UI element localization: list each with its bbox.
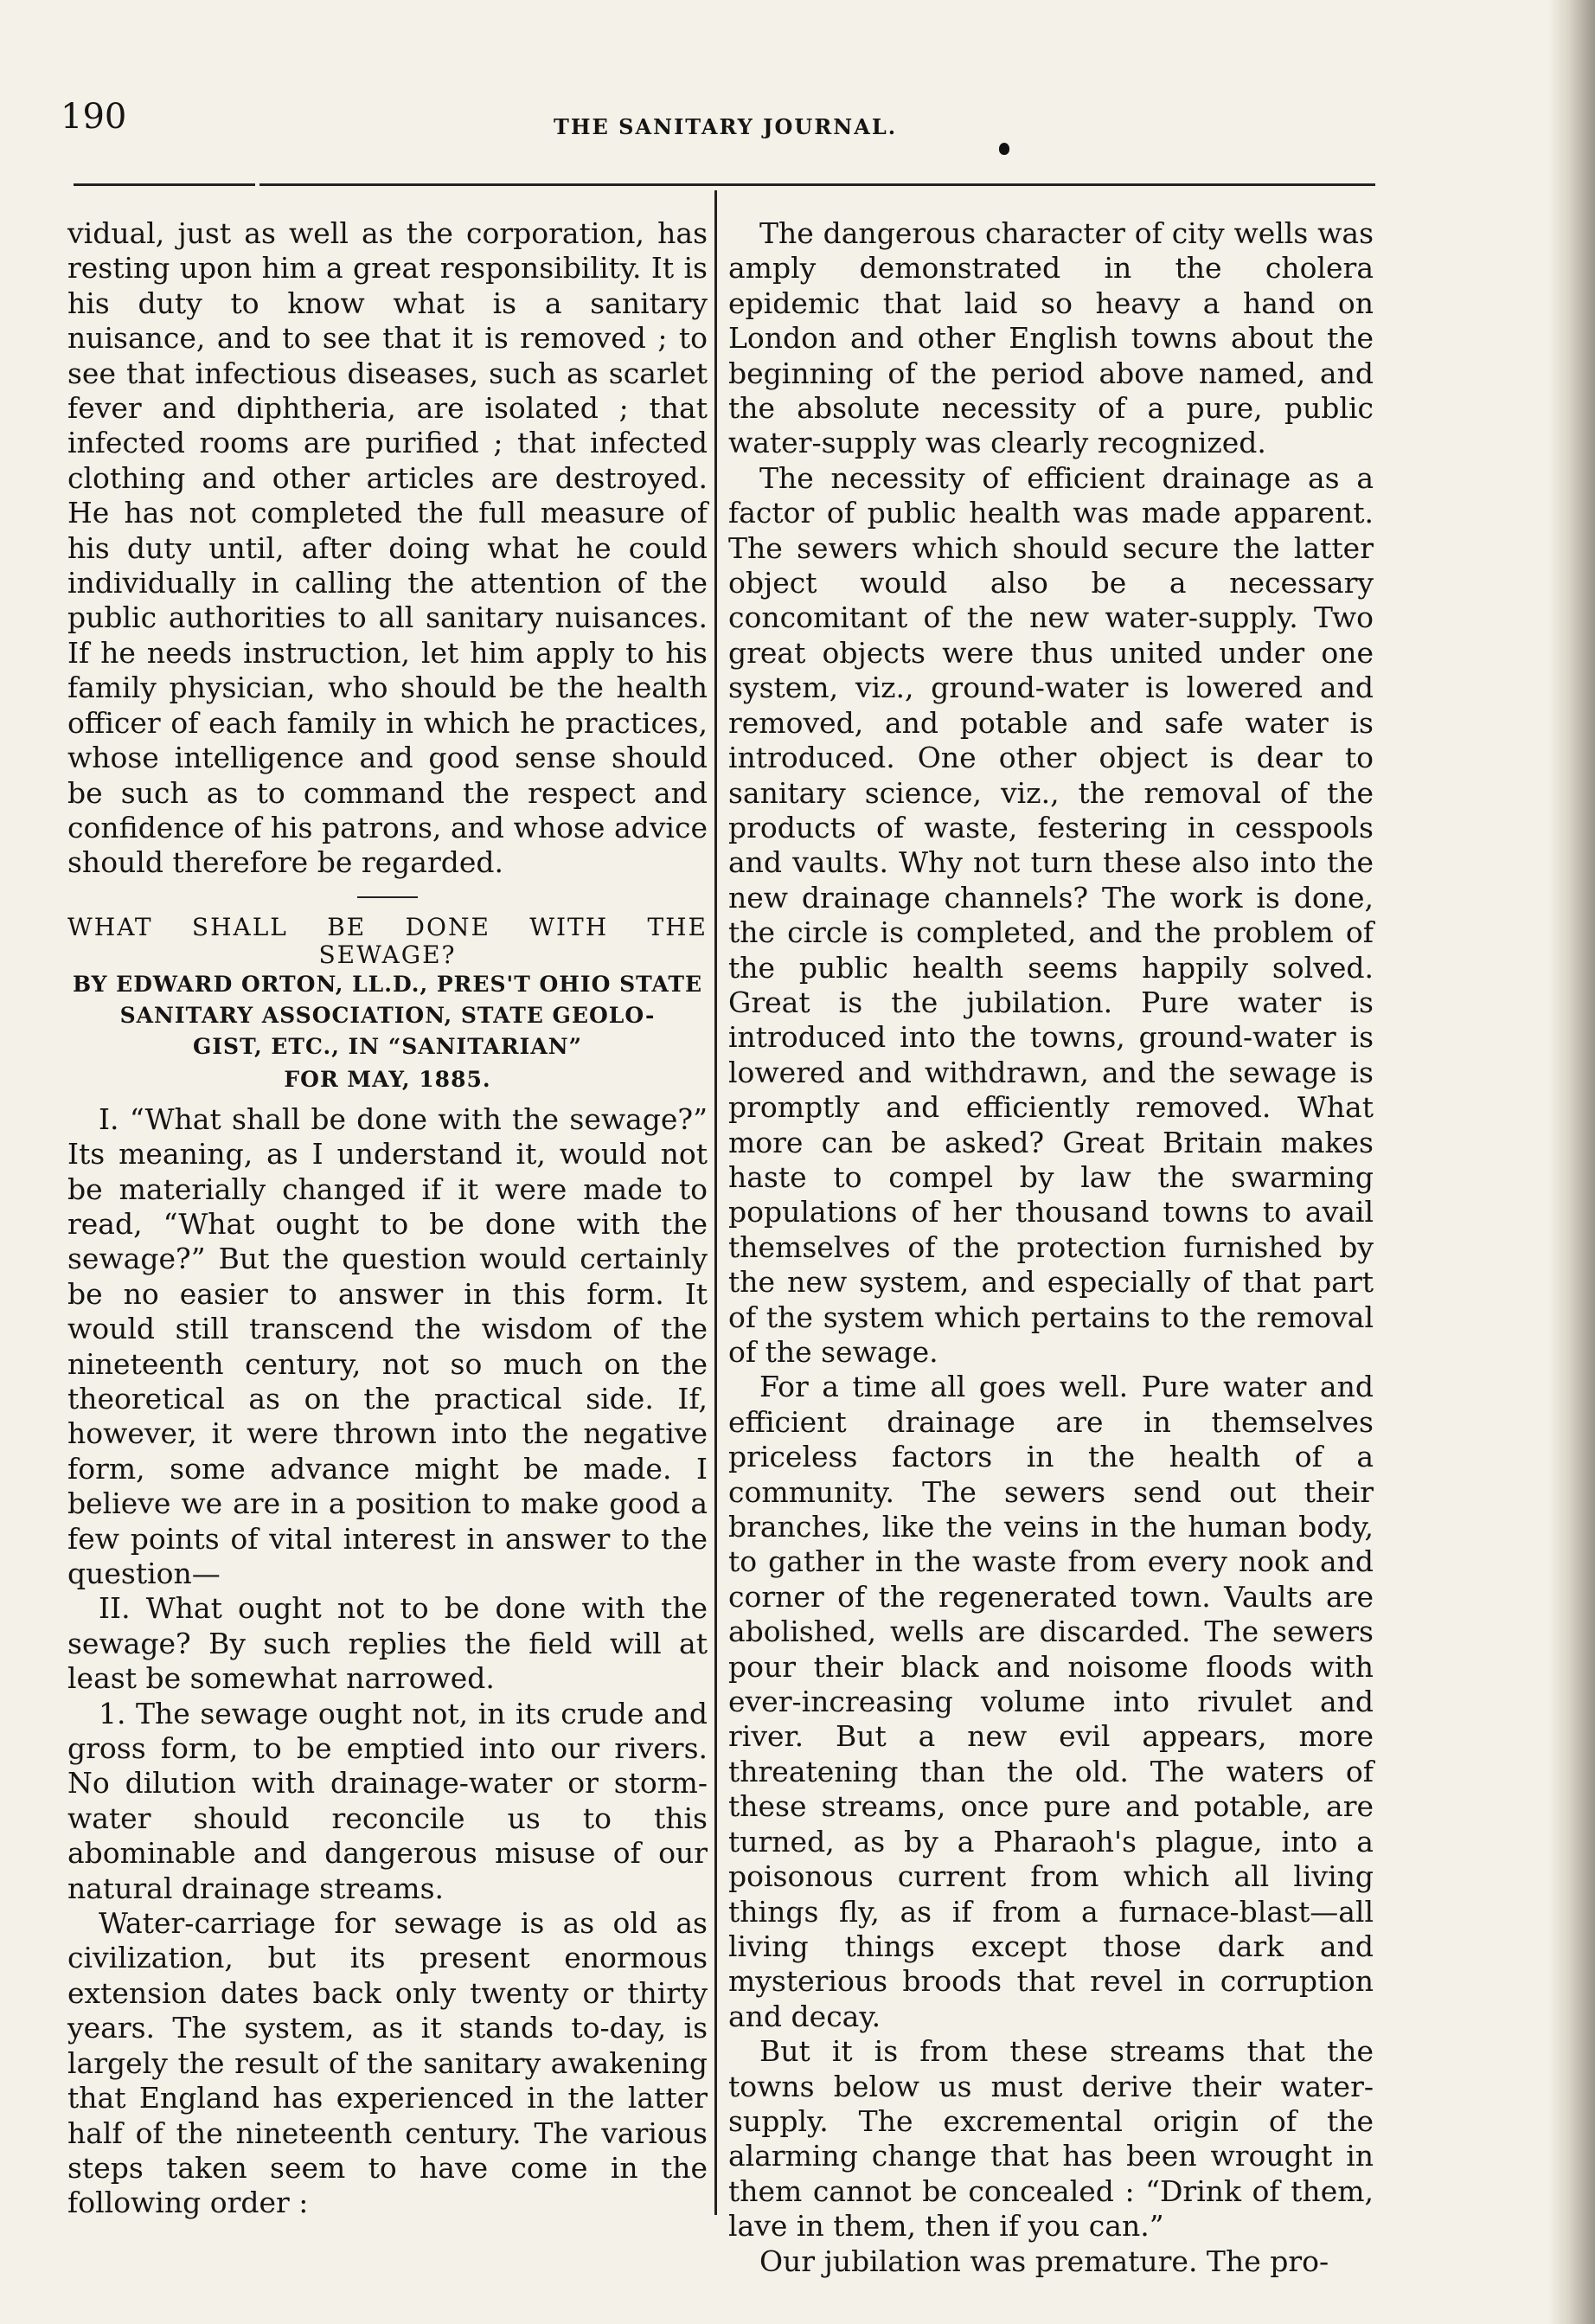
byline-date: FOR MAY, 1885. — [284, 1066, 491, 1092]
paragraph: For a time all goes well. Pure water and efficient drainage are in themselves priceless factors in the health of a community. The sewers send out their branches, like the veins in the human body, to gather in the waste from every nook and corner of the regenerated town. Vaults are abolished, wells are discarded. The sewers pour their black and noisome floods with ever-increasing volume into rivulet and river. But a new evil appears, more threatening than the old. The waters of these streams, once pure and potable, are turned, as by a Pharaoh's plague, into a poisonous current from which all living things fly, as if from a furnace-blast—all living things except those dark and mysterious broods that revel in corruption and decay. — [728, 1370, 1374, 2033]
journal-title: THE SANITARY JOURNAL. — [554, 114, 898, 139]
paragraph: Water-carriage for sewage is as old as civilization, but its present enormous extension dates back only twenty or thirty years. The system, as it stands to-day, is largely the result of the sanitary awakening that England has experienced in the latter half of the nineteenth century. The various steps taken seem to have come in the following order : — [67, 1906, 708, 2220]
paragraph: I. “What shall be done with the sewage?” Its meaning, as I understand it, would not be materially changed if it were made to read, “What ought to be done with the sewage?” But the question would certainly be no easier to answer in this form. It would still transcend the wisdom of the nineteenth century, not so much on the theoretical as on the practical side. If, however, it were thrown into the negative form, some advance might be made. I believe we are in a position to make good a few points of vital interest in answer to the question— — [67, 1101, 708, 1590]
paragraph: But it is from these streams that the towns below us must derive their water-supply. The excremental origin of the alarming change that has been wrought in them cannot be concealed : “Drink of them, lave in them, then if you can.” — [728, 2034, 1374, 2244]
byline-line3: GIST, ETC., IN “SANITARIAN” — [193, 1033, 582, 1059]
paragraph: Our jubilation was premature. The pro- — [759, 2244, 1329, 2278]
right-column — [728, 216, 1374, 2279]
byline-line1: BY EDWARD ORTON, LL.D., PRES'T OHIO STATE — [72, 971, 703, 997]
section-divider — [357, 896, 418, 898]
page-edge-shadow — [1548, 0, 1595, 2324]
page-number: 190 — [61, 97, 127, 137]
byline-line2: SANITARY ASSOCIATION, STATE GEOLO- — [119, 1002, 656, 1028]
paragraph-continued: vidual, just as well as the corporation, has resting upon him a great responsibility. It is his duty to know what is a sanitary nuisance, and to see that it is removed ; to see that infectious diseases, such as scarlet fever and diphtheria, are isolated ; that infected rooms are purified ; that infected clothing and other articles are destroyed. He has not completed the full measure of his duty until, after doing what he could individually in calling the attention of the public authorities to all sanitary nuisances. If he needs instruction, let him apply to his family physician, who should be the health officer of each family in which he practices, whose intelligence and good sense should be such as to command the respect and confidence of his patrons, and whose advice should therefore be regarded. — [67, 216, 708, 880]
header-rule-right — [259, 183, 1375, 186]
ink-blot — [999, 143, 1009, 155]
article-heading-line1: WHAT SHALL BE DONE WITH THE — [67, 912, 708, 941]
paragraph: 1. The sewage ought not, in its crude and gross form, to be emptied into our rivers. No dilution with drainage-water or storm-water should reconcile us to this abominable and dangerous misuse of our natural drainage streams. — [67, 1696, 708, 1905]
left-column — [67, 216, 708, 2221]
paragraph: The dangerous character of city wells was amply demonstrated in the cholera epidemic that laid so heavy a hand on London and other English towns about the beginning of the period above named, and the absolute necessity of a pure, public water-supply was clearly recognized. — [728, 216, 1374, 460]
paragraph: II. What ought not to be done with the sewage? By such replies the field will at least be somewhat narrowed. — [67, 1591, 708, 1696]
column-divider — [714, 190, 717, 2215]
article-heading-line2: SEWAGE? — [318, 940, 457, 969]
header-rule-left — [74, 183, 255, 186]
paragraph: The necessity of efficient drainage as a factor of public health was made apparent. The sewers which should secure the latter object would also be a necessary concomitant of the new water-supply. Two great objects were thus united under one system, viz., ground-water is lowered and removed, and potable and safe water is introduced. One other object is dear to sanitary science, viz., the removal of the products of waste, festering in cesspools and vaults. Why not turn these also into the new drainage channels? The work is done, the circle is completed, and the problem of the public health seems happily solved. Great is the jubilation. Pure water is introduced into the towns, ground-water is lowered and withdrawn, and the sewage is promptly and efficiently removed. What more can be asked? Great Britain makes haste to compel by law the swarming populations of her thousand towns to avail themselves of the protection furnished by the new system, and especially of that part of the system which pertains to the removal of the sewage. — [728, 460, 1374, 1369]
